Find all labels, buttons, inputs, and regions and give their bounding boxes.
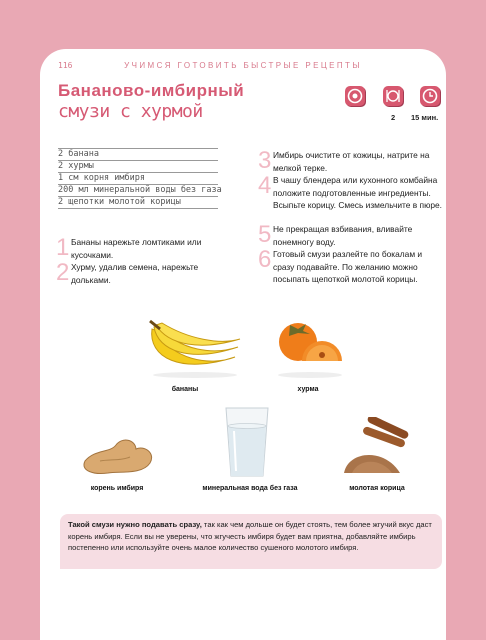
step-number: 1	[56, 234, 70, 261]
ingredient-item: 2 щепотки молотой корицы	[58, 197, 218, 209]
clock-icon	[420, 86, 440, 106]
running-title: УЧИМСЯ ГОТОВИТЬ БЫСТРЫЕ РЕЦЕПТЫ	[124, 61, 362, 70]
ginger-photo	[80, 431, 160, 481]
step-number: 6	[258, 246, 272, 273]
ingredient-item: 2 банана	[58, 149, 218, 161]
persimmon-photo	[272, 317, 347, 379]
bananas-photo	[140, 317, 250, 379]
cutlery-icon	[383, 86, 403, 106]
ingredient-item: 2 хурмы	[58, 161, 218, 173]
caption-water: минеральная вода без газа	[202, 485, 298, 492]
caption-cinnamon: молотая корица	[349, 485, 405, 492]
caption-ginger: корень имбиря	[90, 485, 144, 492]
servings-icon	[345, 86, 365, 106]
recipe-page	[40, 49, 446, 640]
caption-bananas: бананы	[171, 386, 199, 393]
time-value: 15 мин.	[411, 113, 439, 122]
tip-body: так как чем дольше он будет стоять, тем более жгучий вкус даст корень имбиря. Если вы не уверены, что жгучесть имбиря будет вам приятна, добавляйте имбирь постепенно или используйте очень малое количество сушеного молотого имбиря.	[68, 520, 432, 553]
caption-persimmon: хурма	[297, 386, 319, 393]
recipe-title-line2: смузи с хурмой	[58, 101, 203, 122]
step-number: 2	[56, 259, 70, 286]
recipe-title-line1: Бананово-имбирный	[58, 81, 245, 100]
ingredient-item: 1 см корня имбиря	[58, 173, 218, 185]
step-text: Готовый смузи разлейте по бокалам и сразу подавайте. По желанию можно посыпать щепоткой молотой корицы.	[273, 249, 423, 285]
tip-bold: Такой смузи нужно подавать сразу,	[68, 520, 202, 529]
page-number: 116	[58, 61, 73, 70]
cinnamon-photo	[338, 417, 413, 481]
ingredient-item: 200 мл минеральной воды без газа	[58, 185, 222, 195]
step-text: В чашу блендера или кухонного комбайна положите подготовленные ингредиенты. Всыпьте корицу. Смесь измельчите в пюре.	[273, 175, 443, 211]
step-text: Бананы нарежьте ломтиками или кусочками.	[71, 237, 202, 260]
step-text: Имбирь очистите от кожицы, натрите на мелкой терке.	[273, 150, 430, 173]
step-number: 3	[258, 147, 272, 174]
water-glass-photo	[222, 406, 272, 481]
step-text: Хурму, удалив семена, нарежьте дольками.	[71, 262, 199, 285]
step-number: 5	[258, 221, 272, 248]
tip-text	[68, 519, 436, 554]
servings-value: 2	[391, 113, 396, 122]
step-text: Не прекращая взбивания, вливайте понемногу воду.	[273, 224, 413, 247]
step-number: 4	[258, 172, 272, 199]
